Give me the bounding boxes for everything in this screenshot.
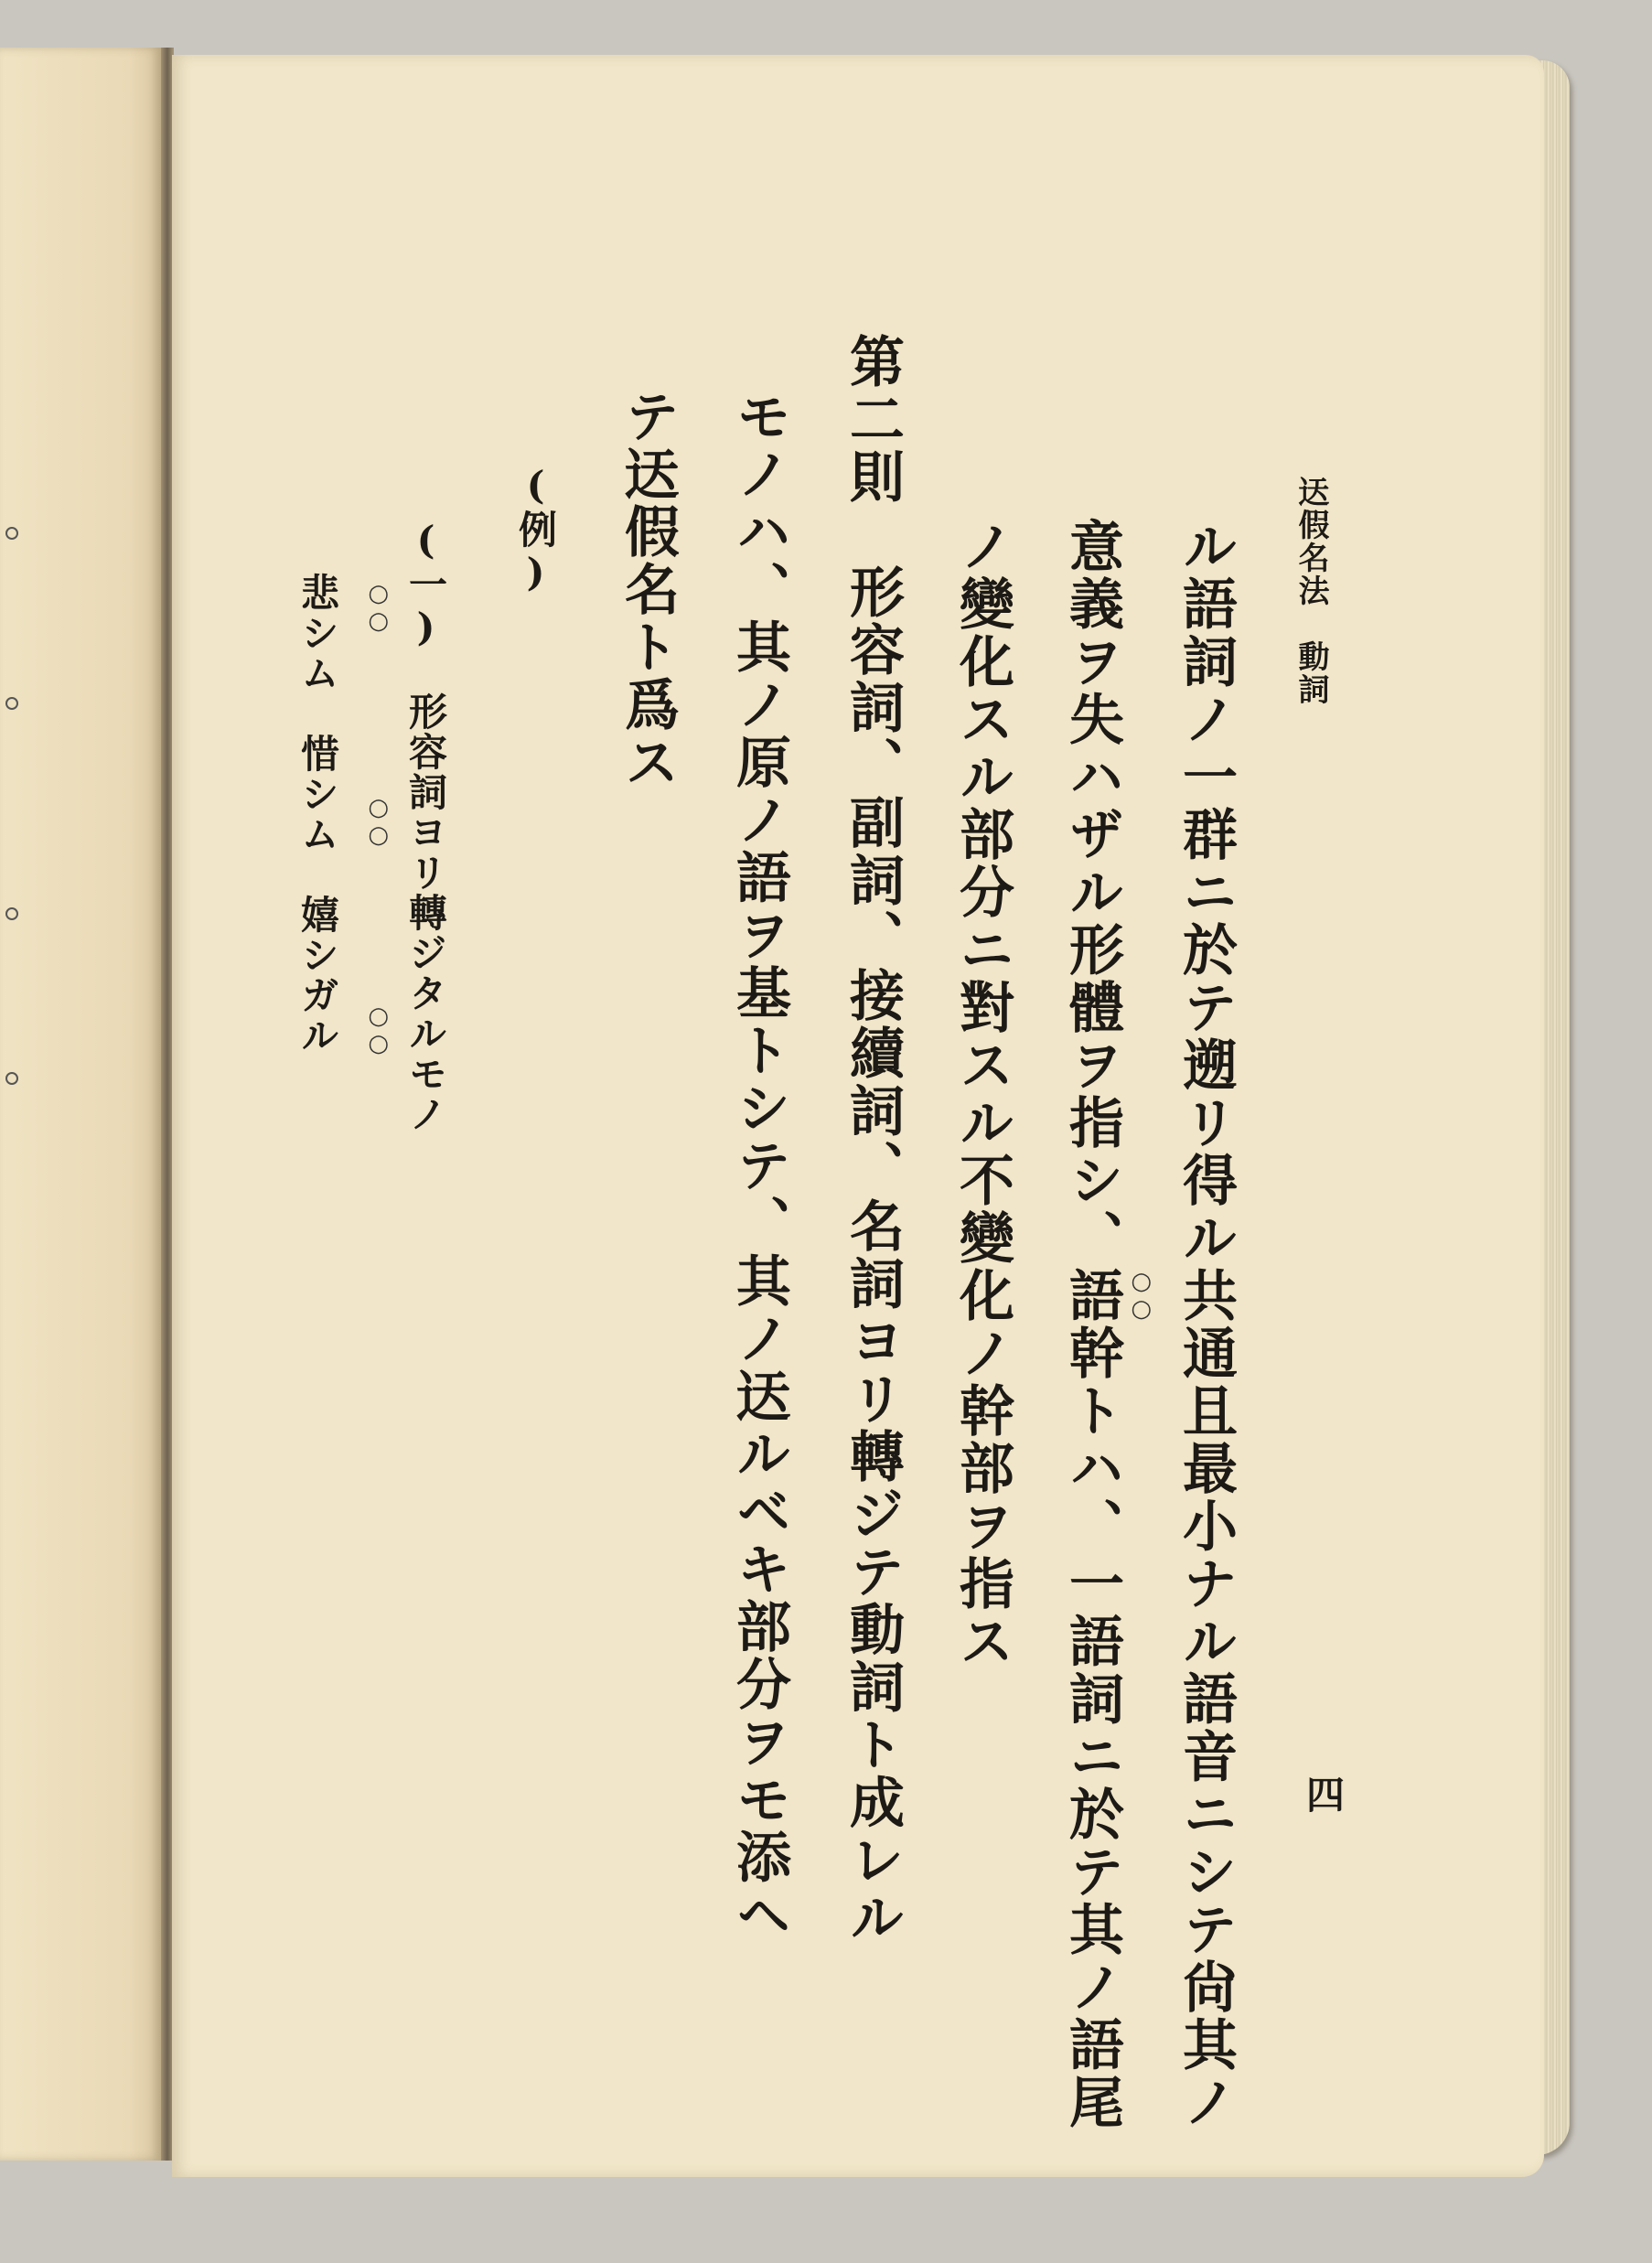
left-page-mark <box>5 1072 18 1085</box>
left-page-mark <box>5 527 18 540</box>
emphasis-dots: ○○ <box>1127 1268 1155 1323</box>
rule-2-line-3: テ迗假名ト爲ス <box>616 388 680 791</box>
left-page <box>0 48 161 2161</box>
book-page <box>172 55 1544 2177</box>
page-number: 四 <box>1301 1775 1346 1813</box>
example-item-heading: (一) 形容詞ヨリ轉ジタルモノ <box>403 518 448 1134</box>
running-header: 迗假名法 動詞 <box>1293 476 1329 706</box>
paragraph-line-2: 意義ヲ失ハザル形體ヲ指シ、語幹トハ、一語詞ニ於テ其ノ語尾 <box>1060 518 1124 2131</box>
left-page-mark <box>5 907 18 920</box>
rule-2-line-2: モノハ、其ノ原ノ語ヲ基トシテ、其ノ迗ルベキ部分ヲモ添ヘ <box>727 388 791 1944</box>
paragraph-line-3: ノ變化スル部分ニ對スル不變化ノ幹部ヲ指ス <box>950 518 1014 1670</box>
rule-2-line-1: 第二則 形容詞、副詞、接續詞、名詞ヨリ轉ジテ動詞ト成レル <box>841 333 905 1947</box>
emphasis-dots: ○○ <box>364 794 392 849</box>
paragraph-line-1: ル語詞ノ一群ニ於テ遡リ得ル共通且最小ナル語音ニシテ尙其ノ <box>1174 518 1238 2131</box>
example-words: 悲シム 惜シム 嬉シガル <box>295 573 340 1056</box>
example-label: (例) <box>513 463 558 596</box>
left-page-mark <box>5 697 18 710</box>
emphasis-dots: ○○ <box>364 1003 392 1057</box>
emphasis-dots: ○○ <box>364 580 392 635</box>
